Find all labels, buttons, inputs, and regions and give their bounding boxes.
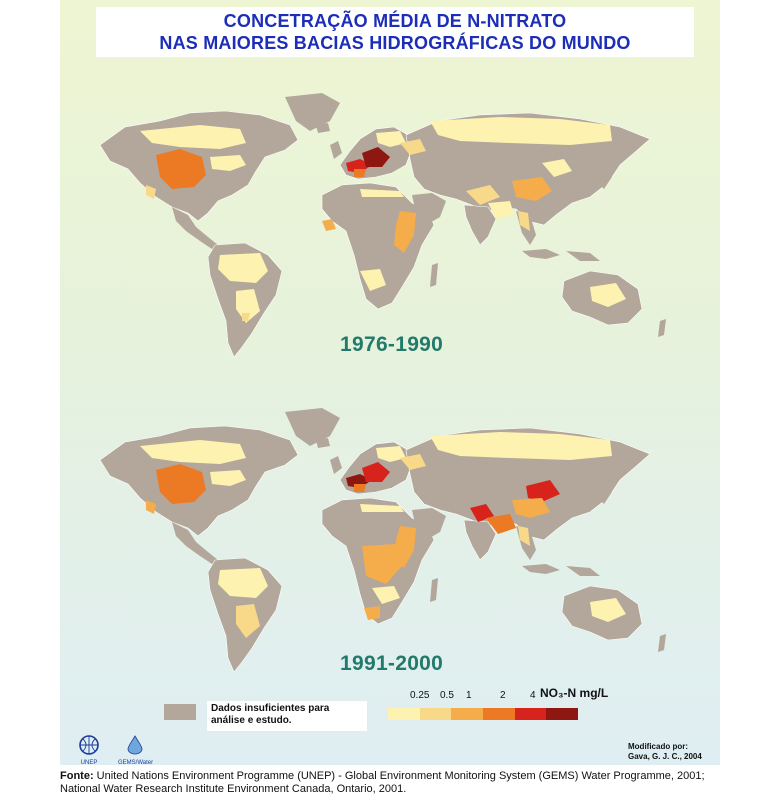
period-label-2: 1991-2000 bbox=[340, 652, 444, 675]
legend-tick: 0.25 bbox=[410, 690, 430, 701]
legend-unit: NO₃-N mg/L bbox=[540, 686, 609, 700]
basin-rhone bbox=[354, 169, 366, 177]
title-box bbox=[96, 7, 694, 57]
unep-globe-icon bbox=[76, 735, 102, 755]
title-line-2: NAS MAIORES BACIAS HIDROGRÁFICAS DO MUNDO bbox=[159, 33, 631, 53]
credit-line-1: Modificado por: bbox=[628, 742, 688, 751]
period-label-1: 1976-1990 bbox=[340, 333, 444, 356]
unep-caption: UNEP bbox=[80, 760, 98, 766]
basin-orange bbox=[364, 606, 380, 620]
legend-tick: 2 bbox=[500, 690, 506, 701]
credit-line-2: Gava, G. J. C., 2004 bbox=[628, 752, 702, 761]
water-drop-icon bbox=[122, 735, 148, 755]
legend-tick: 1 bbox=[466, 690, 472, 701]
legend-tick: 0.5 bbox=[440, 690, 454, 701]
legend-no-data-swatch bbox=[164, 704, 196, 720]
source-note bbox=[60, 770, 740, 796]
legend-class-swatch bbox=[546, 708, 578, 720]
legend-tick: 4 bbox=[530, 690, 536, 701]
basin-rhone bbox=[354, 484, 366, 492]
legend-color-scale bbox=[388, 708, 578, 720]
title-line-1: CONCETRAÇÃO MÉDIA DE N-NITRATO bbox=[223, 11, 567, 31]
legend-class-swatch bbox=[451, 708, 483, 720]
legend-class-swatch bbox=[483, 708, 515, 720]
world-map-1976-1990 bbox=[60, 85, 720, 365]
credit bbox=[628, 742, 702, 762]
source-label: Fonte: bbox=[60, 770, 94, 782]
gems-caption: GEMS/Water bbox=[118, 760, 154, 766]
legend-class-swatch bbox=[388, 708, 420, 720]
legend-no-data-label: Dados insuficientes para análise e estudo. bbox=[207, 701, 367, 731]
source-text: United Nations Environment Programme (UNEP) - Global Environment Monitoring System (GEMS) Water Programme, 2001; National Water Research Institute Environment Canada, Ontario, 2001. bbox=[60, 770, 705, 795]
unep-logo bbox=[72, 735, 106, 767]
legend-class-swatch bbox=[420, 708, 452, 720]
gems-water-logo bbox=[118, 735, 152, 767]
legend-class-swatch bbox=[515, 708, 547, 720]
world-map-1991-2000 bbox=[60, 400, 720, 680]
